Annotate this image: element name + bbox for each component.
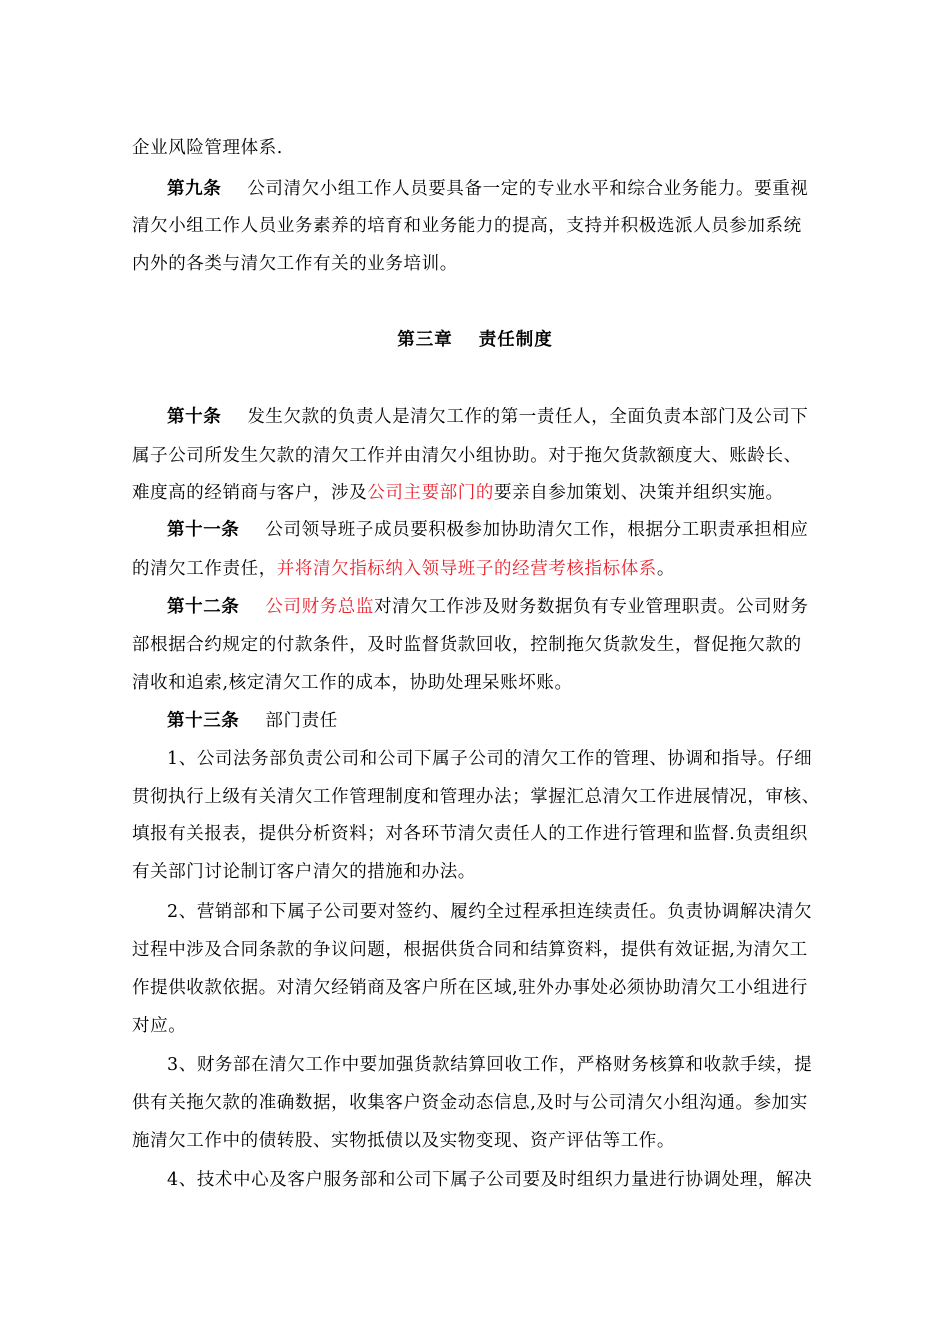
item-1-line-4 <box>132 860 476 884</box>
highlighted-text: 并将清欠指标纳入领导班子的经营考核指标体系 <box>276 559 657 579</box>
article-11-line-2 <box>132 557 675 581</box>
text-span: 的清欠工作责任， <box>132 559 277 579</box>
article-9-line-2 <box>132 214 802 238</box>
article-9-line-1 <box>167 177 808 201</box>
text-span: 清欠小组工作人员业务素养的培育和业务能力的提高，支持并积极选派人员参加系统 <box>132 216 802 236</box>
text-span: 3、财务部在清欠工作中要加强货款结算回收工作，严格财务核算和收款手续，提 <box>167 1055 813 1075</box>
text-span: 施清欠工作中的债转股、实物抵债以及实物变现、资产评估等工作。 <box>132 1131 675 1151</box>
article-12-number: 第十二条 <box>167 597 240 617</box>
article-12-line-2 <box>132 633 802 657</box>
item-3-line-3 <box>132 1129 675 1153</box>
text-span: 发生欠款的负责人是清欠工作的第一责任人，全面负责本部门及公司下 <box>247 407 809 427</box>
text-span: 难度高的经销商与客户，涉及 <box>132 483 368 503</box>
text-span: 对清欠工作涉及财务数据负有专业管理职责。公司财务 <box>374 597 809 617</box>
article-11-line-1 <box>167 518 808 542</box>
item-1-line-3 <box>132 822 808 846</box>
text-span: 公司清欠小组工作人员要具备一定的专业水平和综合业务能力。要重视 <box>247 179 809 199</box>
chapter-3-heading <box>0 328 950 352</box>
text-span: 填报有关报表，提供分析资料；对各环节清欠责任人的工作进行管理和监督.负责组织 <box>132 824 808 844</box>
item-2-line-1 <box>167 900 812 924</box>
article-10-line-2 <box>132 444 802 468</box>
text-span: 2、营销部和下属子公司要对签约、履约全过程承担连续责任。负责协调解决清欠 <box>167 902 813 922</box>
chapter-title: 责任制度 <box>478 330 553 350</box>
item-3-line-1 <box>167 1053 812 1077</box>
article-13-line-1 <box>167 709 338 733</box>
article-9-number: 第九条 <box>167 179 222 199</box>
item-2-line-3 <box>132 976 808 1000</box>
article-11-number: 第十一条 <box>167 520 240 540</box>
text-span: 部根据合约规定的付款条件，及时监督货款回收，控制拖欠货款发生，督促拖欠款的 <box>132 635 802 655</box>
text-span: 内外的各类与清欠工作有关的业务培训。 <box>132 254 458 274</box>
article-13-number: 第十三条 <box>167 711 240 731</box>
text-span: 企业风险管理体系. <box>132 138 283 158</box>
text-span: 有关部门讨论制订客户清欠的措施和办法。 <box>132 862 476 882</box>
text-span: 公司领导班子成员要积极参加协助清欠工作，根据分工职责承担相应 <box>265 520 809 540</box>
article-12-line-1 <box>167 595 808 619</box>
item-3-line-2 <box>132 1091 808 1115</box>
text-span: 作提供收款依据。对清欠经销商及客户所在区域,驻外办事处必须协助清欠工小组进行 <box>132 978 808 998</box>
article-10-line-1 <box>167 405 808 429</box>
item-4-line-1 <box>167 1168 812 1192</box>
text-line <box>132 136 283 160</box>
text-span: 对应。 <box>132 1016 187 1036</box>
text-span: 过程中涉及合同条款的争议问题，根据供货合同和结算资料，提供有效证据,为清欠工 <box>132 940 808 960</box>
highlighted-text: 公司主要部门的 <box>367 483 495 503</box>
text-span: 1、公司法务部负责公司和公司下属子公司的清欠工作的管理、协调和指导。仔细 <box>167 749 813 769</box>
text-span: 供有关拖欠款的准确数据，收集客户资金动态信息,及时与公司清欠小组沟通。参加实 <box>132 1093 808 1113</box>
text-span: 属子公司所发生欠款的清欠工作并由清欠小组协助。对于拖欠货款额度大、账龄长、 <box>132 446 802 466</box>
article-10-number: 第十条 <box>167 407 222 427</box>
text-span: 贯彻执行上级有关清欠工作管理制度和管理办法；掌握汇总清欠工作进展情况，审核、 <box>132 787 820 807</box>
text-span: 清收和追索,核定清欠工作的成本，协助处理呆账坏账。 <box>132 673 573 693</box>
item-1-line-1 <box>167 747 812 771</box>
highlighted-text: 公司财务总监 <box>265 597 375 617</box>
article-12-line-3 <box>132 671 573 695</box>
text-span: 4、技术中心及客户服务部和公司下属子公司要及时组织力量进行协调处理，解决 <box>167 1170 813 1190</box>
item-2-line-4 <box>132 1014 186 1038</box>
text-span: 要亲自参加策划、决策并组织实施。 <box>494 483 784 503</box>
item-1-line-2 <box>132 785 820 809</box>
text-span: 部门责任 <box>265 711 338 731</box>
article-9-line-3 <box>132 252 458 276</box>
item-2-line-2 <box>132 938 808 962</box>
chapter-number: 第三章 <box>397 330 453 350</box>
text-span: 。 <box>656 559 676 579</box>
article-10-line-3 <box>132 481 784 505</box>
